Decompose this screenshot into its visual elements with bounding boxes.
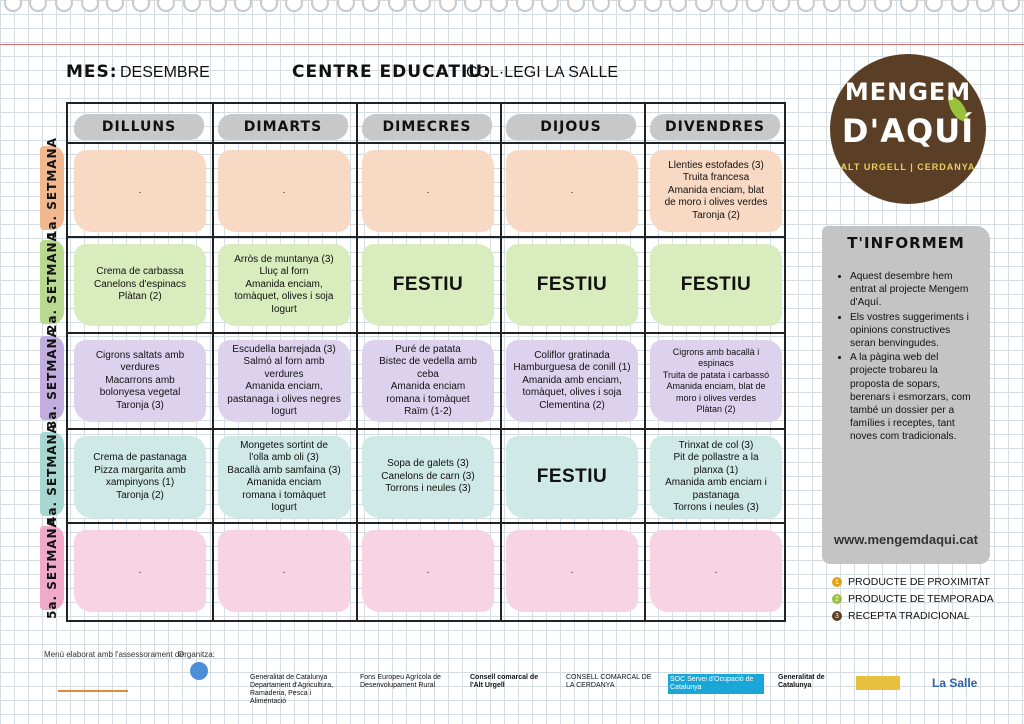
website-link[interactable]: www.mengemdaqui.cat	[834, 532, 978, 547]
ring-icon	[413, 0, 431, 12]
menu-cell	[650, 530, 782, 612]
dish-line: Amanida amb enciam i	[665, 477, 767, 488]
menu-cell	[362, 244, 494, 326]
dish-line: pastanaga i olives negres	[227, 393, 341, 405]
menu-cell	[506, 436, 638, 518]
ring-icon	[106, 0, 124, 12]
dish-line: Amanida amb enciam,	[522, 374, 622, 386]
dish-line: .	[138, 564, 142, 576]
ring-icon	[746, 0, 764, 12]
logo-line-2: D'AQUÍ	[841, 112, 975, 150]
menu-cell	[74, 150, 206, 232]
logo-line-1: MENGEM	[844, 78, 972, 106]
dish-line: tomàquet, olives i soja	[234, 291, 334, 303]
ring-icon	[874, 0, 892, 12]
ring-icon	[29, 0, 47, 12]
menu-cell	[362, 436, 494, 518]
dish-line: ceba	[417, 368, 439, 380]
mengem-daqui-logo	[830, 54, 986, 204]
info-title: T'INFORMEM	[847, 234, 965, 252]
menu-cell	[506, 150, 638, 232]
ring-icon	[311, 0, 329, 12]
ring-icon	[541, 0, 559, 12]
dish-line: Clementina (2)	[539, 399, 605, 411]
ring-icon	[183, 0, 201, 12]
logo-line-3: ALT URGELL | CERDANYA	[840, 162, 976, 172]
ring-icon	[951, 0, 969, 12]
week-label: 2a. SETMANA	[45, 231, 59, 333]
dish-line: Pit de pollastre a la	[673, 452, 759, 463]
dish-line: verdures	[264, 368, 304, 380]
organizer-label: Organitza:	[178, 650, 215, 659]
week-label: 5a. SETMANA	[45, 517, 59, 619]
dish-line: Bistec de vedella amb	[379, 356, 477, 367]
dish-line: Llenties estofades (3)	[668, 159, 764, 171]
ring-icon	[388, 0, 406, 12]
holiday-label: FESTIU	[536, 273, 608, 295]
grid-divider	[68, 332, 784, 334]
ring-icon	[516, 0, 534, 12]
dish-line: .	[282, 564, 286, 576]
menu-cell	[650, 340, 782, 422]
menu-cell	[74, 530, 206, 612]
ring-icon	[209, 0, 227, 12]
week-tab-3	[40, 327, 64, 429]
dish-line: Lluç al forn	[259, 266, 309, 278]
legend-label: RECEPTA TRADICIONAL	[848, 610, 970, 622]
margin-line	[0, 44, 1024, 45]
dish-line: romana i tomàquet	[242, 489, 326, 501]
grid-divider	[68, 142, 784, 144]
dish-line: l'olla amb oli (3)	[249, 452, 319, 463]
ring-icon	[644, 0, 662, 12]
legend-dot-icon: 2	[832, 594, 842, 604]
dish-line: Amanida enciam	[246, 477, 322, 488]
ring-icon	[976, 0, 994, 12]
week-label: 3a. SETMANA	[45, 327, 59, 429]
info-list	[830, 270, 976, 445]
info-panel	[822, 226, 990, 564]
dish-line: pastanaga	[692, 489, 740, 501]
dish-line: .	[714, 564, 718, 576]
legend-label: PRODUCTE DE TEMPORADA	[848, 593, 994, 605]
ring-icon	[772, 0, 790, 12]
legend-item	[832, 593, 994, 605]
sponsor-logo: Generalitat de Catalunya Departament d'Agricultura, Ramaderia, Pesca i Alimentació	[250, 674, 334, 705]
ring-icon	[157, 0, 175, 12]
ring-icon	[567, 0, 585, 12]
ring-icon	[132, 0, 150, 12]
day-header-tuesday: DIMARTS	[218, 114, 348, 140]
ring-icon	[439, 0, 457, 12]
menu-cell	[650, 436, 782, 518]
ring-icon	[720, 0, 738, 12]
day-header-friday: DIVENDRES	[650, 114, 780, 140]
dish-line: Iogurt	[271, 502, 297, 513]
week-label: 4a. SETMANA	[45, 423, 59, 525]
menu-cell	[218, 436, 350, 518]
day-header-wednesday: DIMECRES	[362, 114, 492, 140]
menu-cell	[362, 340, 494, 422]
week-label: 1a. SETMANA	[45, 137, 59, 239]
menu-cell	[74, 340, 206, 422]
dish-line: Taronja (2)	[692, 209, 740, 221]
dish-line: espinacs	[698, 358, 734, 368]
dish-line: verdures	[120, 362, 160, 374]
day-header-thursday: DIJOUS	[506, 114, 636, 140]
spiral-binding	[0, 0, 1024, 18]
ring-icon	[362, 0, 380, 12]
ring-icon	[1002, 0, 1020, 12]
dish-line: Plàtan (2)	[696, 404, 736, 414]
dish-line: Amanida enciam	[390, 381, 466, 392]
ring-icon	[695, 0, 713, 12]
dish-line: Arròs de muntanya (3)	[234, 253, 334, 265]
grid-divider	[644, 104, 646, 620]
ring-icon	[925, 0, 943, 12]
menu-cell	[650, 150, 782, 232]
menu-cell	[74, 436, 206, 518]
dish-line: Amanida enciam,	[245, 381, 323, 392]
dish-line: Iogurt	[271, 406, 297, 417]
ring-icon	[490, 0, 508, 12]
dish-line: .	[570, 564, 574, 576]
dish-line: xampinyons (1)	[105, 477, 175, 488]
menu-cell	[362, 150, 494, 232]
dish-line: Bacallà amb samfaina (3)	[227, 464, 341, 476]
dish-line: Amanida enciam, blat de	[666, 381, 766, 391]
dish-line: de moro i olives verdes	[664, 197, 768, 209]
week-tab-1	[40, 137, 64, 239]
menu-cell	[506, 340, 638, 422]
dish-line: .	[426, 564, 430, 576]
dish-line: Escudella barrejada (3)	[232, 343, 336, 355]
grid-divider	[68, 236, 784, 238]
dish-line: Raïm (1-2)	[404, 406, 452, 417]
ring-icon	[464, 0, 482, 12]
ring-icon	[900, 0, 918, 12]
dish-line: Truita francesa	[682, 172, 750, 184]
sponsor-logo: SOC Servei d'Ocupació de Catalunya	[668, 674, 764, 694]
month-label: MES:	[66, 62, 118, 82]
dish-line: Salmó al forn amb	[243, 356, 325, 367]
menu-cell	[74, 244, 206, 326]
grid-divider	[356, 104, 358, 620]
ring-icon	[81, 0, 99, 12]
dish-line: tomàquet, olives i soja	[522, 387, 622, 399]
school-value: COL·LEGI LA SALLE	[466, 64, 619, 81]
legend-dot-icon: 3	[832, 611, 842, 621]
dish-line: .	[426, 184, 430, 196]
dish-line: Crema de carbassa	[96, 266, 184, 278]
dish-line: Taronja (3)	[116, 399, 164, 411]
dish-line: Cigrons amb bacallà i	[672, 346, 760, 357]
week-tab-4	[40, 423, 64, 525]
sponsor-logo: Fons Europeu Agrícola de Desenvolupament Rural	[360, 674, 441, 689]
menu-grid	[66, 102, 786, 622]
dish-line: Canelons d'espinacs	[94, 278, 186, 290]
holiday-label: FESTIU	[392, 273, 464, 295]
ring-icon	[234, 0, 252, 12]
advisory-label: Menú elaborat amb l'assessorament de:	[44, 650, 187, 659]
ring-icon	[285, 0, 303, 12]
week-tab-2	[40, 231, 64, 333]
ring-icon	[592, 0, 610, 12]
school-label: CENTRE EDUCATIU:	[292, 62, 491, 82]
dish-line: moro i olives verdes	[675, 392, 757, 403]
grid-divider	[68, 522, 784, 524]
menu-cell	[650, 244, 782, 326]
dish-line: Amanida enciam, blat	[667, 184, 765, 196]
ring-icon	[337, 0, 355, 12]
advisor-logo	[58, 664, 128, 692]
menu-cell	[506, 244, 638, 326]
menu-cell	[218, 530, 350, 612]
sponsor-logo: Consell comarcal de l'Alt Urgell	[470, 674, 539, 689]
ring-icon	[848, 0, 866, 12]
dish-line: Cigrons saltats amb	[95, 349, 185, 361]
grid-divider	[68, 428, 784, 430]
menu-cell	[506, 530, 638, 612]
dish-line: bolonyesa vegetal	[99, 387, 181, 399]
menu-cell	[218, 340, 350, 422]
dish-line: Crema de pastanaga	[93, 452, 187, 463]
dish-line: Truita de patata i carbassó	[662, 369, 770, 380]
month-value: DESEMBRE	[120, 64, 210, 81]
dish-line: Sopa de galets (3)	[387, 458, 469, 470]
dish-line: Puré de patata	[395, 343, 461, 355]
dish-line: .	[570, 184, 574, 196]
menu-cell	[218, 150, 350, 232]
dish-line: romana i tomàquet	[386, 393, 470, 405]
dish-line: .	[138, 184, 142, 196]
ring-icon	[669, 0, 687, 12]
organizer-logo	[190, 662, 208, 680]
info-bullet: • A la pàgina web del projecte trobareu la proposta de sopars, berenars i esmorzars, com també un dossier per a famílies i receptes, tant noves com tradicionals.	[850, 351, 976, 443]
grid-divider	[212, 104, 214, 620]
dish-line: Pizza margarita amb	[94, 464, 186, 476]
day-header-monday: DILLUNS	[74, 114, 204, 140]
dish-line: Torrons i neules (3)	[673, 502, 759, 513]
ring-icon	[55, 0, 73, 12]
dish-line: Hamburguesa de conill (1)	[513, 362, 631, 374]
ring-icon	[260, 0, 278, 12]
week-tab-5	[40, 517, 64, 619]
sponsor-logo: Generalitat de Catalunya	[778, 674, 825, 689]
holiday-label: FESTIU	[680, 273, 752, 295]
legend-label: PRODUCTE DE PROXIMITAT	[848, 576, 990, 588]
dish-line: Amanida enciam,	[245, 278, 323, 290]
dish-line: Iogurt	[271, 303, 297, 315]
legend-dot-icon: 1	[832, 577, 842, 587]
menu-cell	[218, 244, 350, 326]
legend-item	[832, 576, 990, 588]
sponsor-logo: La Salle	[932, 676, 978, 690]
dish-line: Macarrons amb	[105, 374, 175, 386]
dish-line: Torrons i neules (3)	[385, 483, 471, 495]
info-bullet: • Els vostres suggeriments i opinions constructives seran benvingudes.	[850, 311, 976, 351]
dish-line: Mongetes sortint de	[240, 439, 328, 451]
dish-line: Coliflor gratinada	[534, 349, 610, 361]
menu-cell	[362, 530, 494, 612]
dish-line: Taronja (2)	[116, 489, 164, 501]
ring-icon	[4, 0, 22, 12]
spain-gov-logo	[856, 676, 900, 690]
ring-icon	[618, 0, 636, 12]
sponsor-logo: CONSELL COMARCAL DE LA CERDANYA	[566, 674, 652, 689]
dish-line: planxa (1)	[693, 464, 739, 476]
info-bullet: • Aquest desembre hem entrat al projecte Mengem d'Aquí.	[850, 270, 976, 310]
legend-item	[832, 610, 970, 622]
dish-line: Canelons de carn (3)	[381, 470, 475, 482]
grid-divider	[500, 104, 502, 620]
dish-line: .	[282, 184, 286, 196]
ring-icon	[823, 0, 841, 12]
ring-icon	[797, 0, 815, 12]
dish-line: Plàtan (2)	[118, 291, 162, 303]
dish-line: Trinxat de col (3)	[678, 439, 754, 451]
holiday-label: FESTIU	[536, 465, 608, 487]
